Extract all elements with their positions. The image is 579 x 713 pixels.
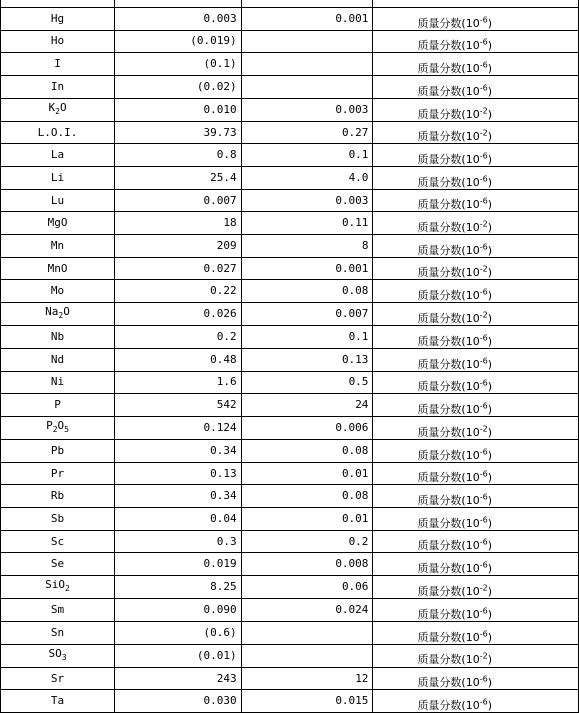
element-cell: In	[1, 75, 115, 98]
value-cell: 0.019	[115, 553, 242, 576]
element-cell: La	[1, 144, 115, 167]
unit-text	[417, 585, 492, 598]
unit-base: 质量分数(10	[417, 289, 480, 303]
unit-base: 质量分数(10	[417, 334, 480, 348]
unit-cell	[373, 303, 579, 326]
value-cell: 0.04	[115, 508, 242, 531]
uncertainty-cell: 0.27	[241, 121, 373, 144]
table-row	[1, 348, 579, 371]
table-row	[1, 8, 579, 31]
table-row	[1, 440, 579, 463]
element-cell: Se	[1, 553, 115, 576]
uncertainty-cell: 4.0	[241, 167, 373, 190]
value-cell: (0.02)	[115, 75, 242, 98]
unit-close-paren: )	[487, 607, 493, 621]
value-cell: 0.026	[115, 303, 242, 326]
element-formula-main: SO	[48, 646, 62, 660]
element-cell: Sn	[1, 621, 115, 644]
unit-base: 质量分数(10	[417, 311, 480, 325]
unit-close-paren: )	[487, 357, 493, 371]
unit-base: 质量分数(10	[417, 653, 480, 667]
unit-exponent: -6	[479, 355, 488, 365]
element-cell: Ni	[1, 371, 115, 394]
unit-cell	[373, 53, 579, 76]
uncertainty-cell: 0.1	[241, 326, 373, 349]
value-cell: 0.010	[115, 98, 242, 121]
unit-exponent: -2	[479, 219, 488, 229]
unit-cell	[373, 348, 579, 371]
value-cell: 0.030	[115, 690, 242, 713]
uncertainty-cell: 24	[241, 394, 373, 417]
table-row	[1, 576, 579, 599]
unit-cell	[373, 257, 579, 280]
unit-text	[417, 62, 492, 75]
unit-close-paren: )	[487, 653, 493, 667]
unit-text	[417, 176, 492, 189]
table-row	[1, 257, 579, 280]
value-cell: 0.090	[115, 599, 242, 622]
unit-close-paren: )	[487, 311, 493, 325]
table-row	[1, 303, 579, 326]
table-row	[1, 212, 579, 235]
unit-close-paren: )	[487, 676, 493, 690]
value-cell: 0.2	[115, 326, 242, 349]
table-row	[1, 235, 579, 258]
unit-text	[417, 221, 492, 234]
table-row	[1, 462, 579, 485]
unit-text	[417, 608, 492, 621]
unit-text	[417, 628, 493, 644]
unit-text	[417, 539, 492, 552]
table-row	[1, 280, 579, 303]
unit-close-paren: )	[487, 630, 493, 644]
table-row	[1, 144, 579, 167]
value-cell: 0.3	[115, 530, 242, 553]
unit-text	[417, 355, 493, 371]
element-cell: Sb	[1, 508, 115, 531]
unit-exponent: -6	[479, 333, 488, 343]
unit-cell	[373, 144, 579, 167]
unit-exponent: -6	[479, 492, 488, 502]
table-row	[1, 326, 579, 349]
table-row	[1, 167, 579, 190]
unit-close-paren: )	[487, 516, 493, 530]
unit-base: 质量分数(10	[417, 676, 480, 690]
unit-close-paren: )	[487, 425, 493, 439]
table-row	[1, 394, 579, 417]
element-cell: Rb	[1, 485, 115, 508]
uncertainty-cell	[241, 621, 373, 644]
unit-base: 质量分数(10	[417, 380, 480, 394]
unit-exponent: -6	[479, 151, 488, 161]
unit-exponent: -6	[479, 447, 488, 457]
uncertainty-cell: 0.003	[241, 189, 373, 212]
element-cell: L.O.I.	[1, 121, 115, 144]
value-cell: 0.22	[115, 280, 242, 303]
uncertainty-cell: 0.5	[241, 371, 373, 394]
element-formula-main: K	[48, 100, 56, 114]
value-cell: (0.019)	[115, 30, 242, 53]
unit-cell	[373, 326, 579, 349]
uncertainty-cell	[241, 75, 373, 98]
value-cell: 39.73	[115, 121, 242, 144]
element-cell	[1, 0, 115, 8]
unit-base: 质量分数(10	[417, 175, 480, 189]
unit-text	[417, 380, 492, 393]
unit-close-paren: )	[487, 266, 493, 280]
unit-cell	[373, 508, 579, 531]
unit-exponent: -6	[479, 515, 488, 525]
element-cell: MgO	[1, 212, 115, 235]
unit-close-paren: )	[487, 61, 493, 75]
unit-text	[417, 39, 492, 52]
value-cell: 0.007	[115, 189, 242, 212]
unit-exponent: -6	[479, 82, 488, 92]
unit-cell	[373, 235, 579, 258]
uncertainty-cell: 12	[241, 667, 373, 690]
element-formula-subscript: 3	[61, 652, 67, 662]
table-row	[1, 553, 579, 576]
element-cell: Lu	[1, 189, 115, 212]
unit-text	[417, 562, 492, 575]
unit-cell	[373, 121, 579, 144]
unit-exponent: -2	[479, 583, 488, 593]
unit-base: 质量分数(10	[417, 607, 480, 621]
unit-exponent: -6	[479, 469, 488, 479]
table-row	[1, 621, 579, 644]
unit-text	[417, 517, 492, 530]
unit-exponent: -2	[479, 128, 488, 138]
uncertainty-cell: 0.08	[241, 280, 373, 303]
unit-text	[417, 449, 492, 462]
unit-text	[417, 266, 492, 279]
unit-close-paren: )	[487, 584, 493, 598]
value-cell: 0.48	[115, 348, 242, 371]
unit-exponent: -2	[479, 264, 488, 274]
value-cell: 1.6	[115, 371, 242, 394]
unit-base: 质量分数(10	[417, 153, 480, 167]
unit-exponent: -6	[479, 401, 488, 411]
unit-base: 质量分数(10	[417, 402, 480, 416]
unit-close-paren: )	[487, 198, 493, 212]
element-formula-subscript: 2	[52, 425, 58, 435]
uncertainty-cell: 0.008	[241, 553, 373, 576]
value-cell: 0.124	[115, 416, 242, 439]
uncertainty-cell	[241, 644, 373, 667]
value-cell: 0.34	[115, 485, 242, 508]
unit-base: 质量分数(10	[417, 584, 480, 598]
element-cell	[1, 644, 115, 667]
unit-close-paren: )	[487, 243, 493, 257]
unit-cell	[373, 98, 579, 121]
element-formula-tail: O	[63, 305, 70, 319]
unit-close-paren: )	[487, 84, 493, 98]
unit-base: 质量分数(10	[417, 699, 480, 712]
unit-cell	[373, 212, 579, 235]
unit-text	[417, 335, 492, 348]
unit-close-paren: )	[487, 289, 493, 303]
element-formula-tail: O	[59, 100, 67, 114]
unit-base: 质量分数(10	[417, 494, 480, 508]
value-cell: 542	[115, 394, 242, 417]
value-cell: 243	[115, 667, 242, 690]
unit-close-paren: )	[487, 130, 493, 144]
table-row	[1, 599, 579, 622]
value-cell: 0.027	[115, 257, 242, 280]
table-row	[1, 485, 579, 508]
unit-cell	[373, 599, 579, 622]
uncertainty-cell	[241, 0, 373, 8]
unit-base: 质量分数(10	[417, 266, 480, 280]
element-formula-subscript: 2	[55, 106, 60, 116]
unit-base: 质量分数(10	[417, 516, 480, 530]
table-row	[1, 121, 579, 144]
uncertainty-cell: 0.2	[241, 530, 373, 553]
element-formula-main: P	[46, 418, 53, 432]
uncertainty-cell: 0.1	[241, 144, 373, 167]
element-cell	[1, 303, 115, 326]
table-row	[1, 508, 579, 531]
unit-exponent: -2	[479, 105, 488, 115]
unit-text	[417, 676, 492, 689]
element-cell: Nb	[1, 326, 115, 349]
unit-text	[417, 403, 492, 416]
uncertainty-cell: 0.001	[241, 257, 373, 280]
unit-text	[417, 198, 492, 211]
unit-text	[417, 244, 492, 257]
unit-cell	[373, 75, 579, 98]
unit-base: 质量分数(10	[417, 107, 480, 121]
element-formula-main: Na	[45, 305, 59, 319]
element-cell: Mo	[1, 280, 115, 303]
element-cell	[1, 416, 115, 439]
uncertainty-cell	[241, 30, 373, 53]
element-formula-subscript: 5	[64, 425, 69, 435]
unit-exponent: -2	[479, 424, 488, 434]
unit-cell	[373, 553, 579, 576]
unit-base: 质量分数(10	[417, 448, 480, 462]
unit-exponent: -6	[479, 287, 488, 297]
uncertainty-cell: 0.007	[241, 303, 373, 326]
unit-text	[417, 289, 492, 302]
table-row	[1, 189, 579, 212]
unit-close-paren: )	[487, 562, 493, 575]
element-cell: Mn	[1, 235, 115, 258]
unit-base: 质量分数(10	[417, 539, 480, 553]
unit-close-paren: )	[487, 153, 493, 167]
unit-text	[417, 426, 492, 439]
value-cell: 0.34	[115, 440, 242, 463]
element-cell: Pr	[1, 462, 115, 485]
unit-base: 质量分数(10	[417, 16, 480, 30]
unit-cell	[373, 8, 579, 31]
element-cell: Sr	[1, 667, 115, 690]
unit-base: 质量分数(10	[417, 357, 480, 371]
element-cell: Nd	[1, 348, 115, 371]
value-cell: (0.1)	[115, 53, 242, 76]
unit-close-paren: )	[487, 334, 493, 348]
table-row	[1, 30, 579, 53]
uncertainty-cell: 0.11	[241, 212, 373, 235]
unit-base: 质量分数(10	[417, 243, 480, 257]
table-row	[1, 416, 579, 439]
unit-close-paren: )	[487, 402, 493, 416]
element-formula-subscript: 2	[58, 311, 64, 321]
uncertainty-cell: 0.003	[241, 98, 373, 121]
uncertainty-cell: 0.024	[241, 599, 373, 622]
value-cell: 0.8	[115, 144, 242, 167]
element-formula-main: SiO	[45, 578, 66, 591]
unit-base: 质量分数(10	[417, 61, 480, 75]
value-cell: 25.4	[115, 167, 242, 190]
unit-exponent: -6	[479, 196, 488, 206]
unit-cell	[373, 485, 579, 508]
unit-text	[417, 653, 492, 666]
unit-exponent: -6	[479, 628, 488, 638]
table-row	[1, 530, 579, 553]
element-formula-subscript: 2	[65, 584, 70, 594]
value-cell: 0.13	[115, 462, 242, 485]
unit-close-paren: )	[487, 699, 493, 712]
unit-text	[417, 153, 492, 166]
unit-exponent: -6	[479, 606, 488, 616]
unit-text	[417, 130, 492, 143]
uncertainty-cell	[241, 53, 373, 76]
table-row	[1, 667, 579, 690]
unit-base: 质量分数(10	[417, 221, 480, 235]
unit-base: 质量分数(10	[417, 130, 480, 144]
unit-exponent: -6	[479, 242, 488, 252]
unit-base: 质量分数(10	[417, 562, 480, 575]
unit-cell	[373, 167, 579, 190]
unit-cell	[373, 440, 579, 463]
unit-close-paren: )	[487, 448, 493, 462]
uncertainty-cell: 0.13	[241, 348, 373, 371]
element-cell: I	[1, 53, 115, 76]
unit-exponent: -2	[479, 310, 488, 320]
uncertainty-cell: 0.001	[241, 8, 373, 31]
table-row	[1, 690, 579, 713]
unit-exponent: -2	[479, 651, 488, 661]
value-cell: (0.01)	[115, 644, 242, 667]
element-cell: Sc	[1, 530, 115, 553]
unit-text	[417, 105, 493, 121]
unit-base: 质量分数(10	[417, 471, 480, 485]
uncertainty-cell: 0.06	[241, 576, 373, 599]
unit-cell	[373, 530, 579, 553]
unit-exponent: -6	[479, 697, 488, 707]
element-cell: Li	[1, 167, 115, 190]
composition-table-body	[1, 0, 579, 713]
unit-base: 质量分数(10	[417, 39, 480, 53]
unit-cell	[373, 189, 579, 212]
value-cell: 8.25	[115, 576, 242, 599]
unit-cell	[373, 280, 579, 303]
value-cell: (0.6)	[115, 621, 242, 644]
uncertainty-cell: 0.01	[241, 462, 373, 485]
unit-cell	[373, 690, 579, 713]
uncertainty-cell: 0.006	[241, 416, 373, 439]
unit-exponent: -6	[479, 15, 488, 24]
unit-close-paren: )	[487, 221, 493, 235]
unit-text	[417, 699, 492, 712]
value-cell	[115, 0, 242, 8]
element-cell: P	[1, 394, 115, 417]
unit-cell	[373, 371, 579, 394]
unit-text	[417, 471, 492, 484]
value-cell: 18	[115, 212, 242, 235]
table-row	[1, 53, 579, 76]
unit-base: 质量分数(10	[417, 198, 480, 212]
unit-exponent: -6	[479, 560, 488, 570]
value-cell: 0.003	[115, 8, 242, 31]
element-cell: Ho	[1, 30, 115, 53]
unit-cell	[373, 30, 579, 53]
unit-base: 质量分数(10	[417, 630, 480, 644]
element-formula-tail: O	[57, 418, 65, 432]
element-cell: Hg	[1, 8, 115, 31]
unit-cell	[373, 621, 579, 644]
unit-base: 质量分数(10	[417, 84, 480, 98]
unit-text	[417, 494, 492, 507]
unit-exponent: -6	[479, 60, 488, 70]
unit-cell	[373, 576, 579, 599]
unit-close-paren: )	[487, 16, 493, 30]
unit-text	[417, 312, 492, 325]
element-cell: Sm	[1, 599, 115, 622]
unit-cell	[373, 644, 579, 667]
element-cell: Ta	[1, 690, 115, 713]
unit-cell	[373, 667, 579, 690]
unit-exponent: -6	[479, 37, 488, 47]
unit-cell	[373, 394, 579, 417]
element-cell: Pb	[1, 440, 115, 463]
unit-close-paren: )	[487, 494, 493, 508]
unit-cell	[373, 416, 579, 439]
uncertainty-cell: 0.08	[241, 485, 373, 508]
unit-cell	[373, 0, 579, 8]
unit-close-paren: )	[487, 107, 493, 121]
value-cell: 209	[115, 235, 242, 258]
unit-close-paren: )	[487, 380, 493, 394]
table-row-partial-top	[1, 0, 579, 8]
uncertainty-cell: 0.015	[241, 690, 373, 713]
element-cell	[1, 98, 115, 121]
unit-close-paren: )	[487, 175, 493, 189]
unit-exponent: -6	[479, 537, 488, 547]
unit-exponent: -6	[479, 174, 488, 184]
unit-close-paren: )	[487, 471, 493, 485]
unit-close-paren: )	[487, 39, 493, 53]
uncertainty-cell: 0.01	[241, 508, 373, 531]
unit-text	[417, 82, 493, 98]
table-row	[1, 644, 579, 667]
unit-text	[417, 17, 492, 30]
uncertainty-cell: 0.08	[241, 440, 373, 463]
element-cell	[1, 576, 115, 599]
uncertainty-cell: 8	[241, 235, 373, 258]
element-cell: MnO	[1, 257, 115, 280]
table-row	[1, 75, 579, 98]
unit-exponent: -6	[479, 674, 488, 684]
unit-exponent: -6	[479, 378, 488, 388]
unit-close-paren: )	[487, 539, 493, 553]
table-row	[1, 98, 579, 121]
table-row	[1, 371, 579, 394]
unit-base: 质量分数(10	[417, 425, 480, 439]
unit-cell	[373, 462, 579, 485]
